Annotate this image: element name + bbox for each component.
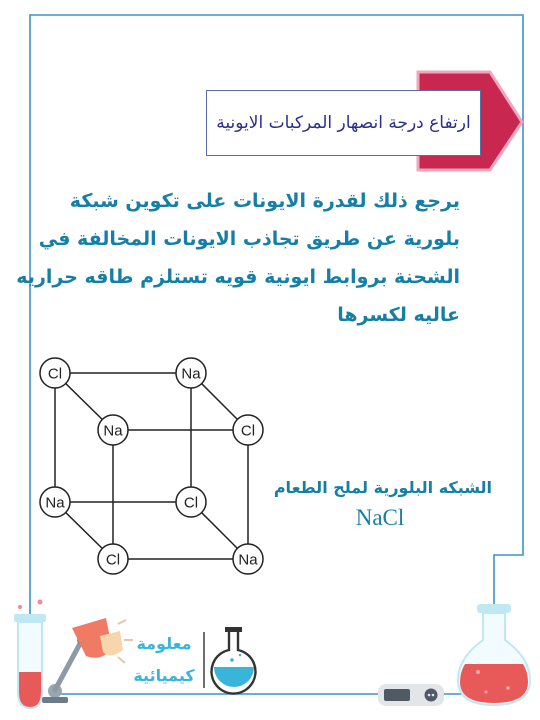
erlenmeyer-flask-icon	[458, 604, 530, 705]
explanation-line: الشحنة بروابط ايونية قويه تستلزم طاقه حراريه	[16, 266, 460, 288]
ion-label: Na	[103, 422, 123, 440]
lattice-caption: الشبكه البلورية لملح الطعام	[273, 478, 492, 497]
power-strip-icon	[378, 684, 444, 706]
ion-label: Cl	[183, 494, 199, 512]
brand-line: كيميائية	[133, 666, 195, 685]
ion-label: Cl	[240, 422, 256, 440]
explanation-line: بلورية عن طريق تجاذب الايونات المخالفة في	[38, 228, 460, 250]
test-tube-icon	[14, 600, 46, 709]
explanation-line: عاليه لكسرها	[337, 304, 460, 326]
lamp-icon	[42, 618, 133, 703]
ion-label: Cl	[105, 551, 121, 569]
ion-label: Cl	[47, 365, 63, 383]
ion-label: Na	[181, 365, 201, 383]
flask-icon	[211, 627, 255, 694]
page-title: ارتفاع درجة انصهار المركبات الايونية	[216, 113, 471, 133]
ion-label: Na	[45, 494, 65, 512]
explanation-paragraph	[16, 182, 460, 334]
chemical-formula: NaCl	[355, 505, 405, 530]
title-box	[206, 90, 481, 156]
brand-line: معلومة	[136, 634, 192, 653]
explanation-line: يرجع ذلك لقدرة الايونات على تكوين شبكة	[69, 190, 460, 212]
ion-label: Na	[238, 551, 258, 569]
crystal-lattice-diagram	[30, 345, 270, 585]
brand-logo-text	[127, 628, 201, 692]
